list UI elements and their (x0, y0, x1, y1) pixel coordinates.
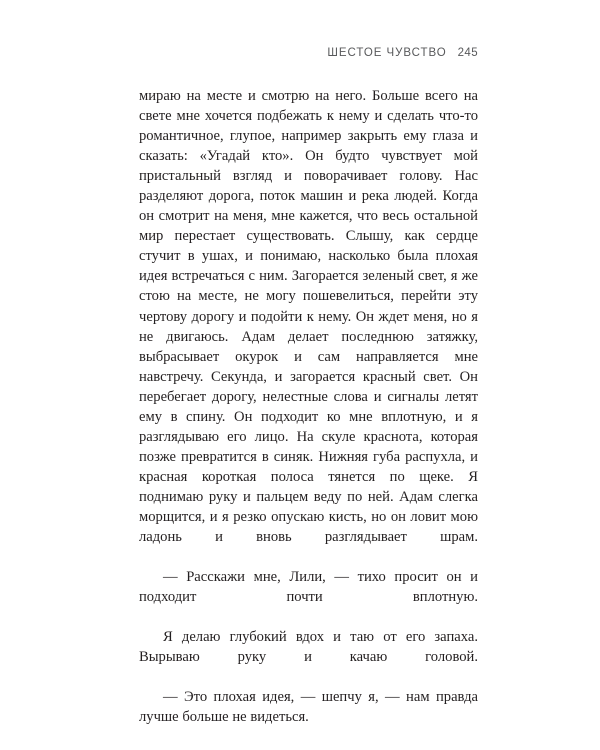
paragraph: мираю на месте и смотрю на него. Больше всего на свете мне хочется подбежать к нему и сделать что-то романтичное, глупое, например закрыть ему глаза и сказать: «Угадай кто». Он будто чувствует мой пристальный взгляд и поворачивает голову. Нас разделяют дорога, поток машин и река людей. Когда он смотрит на меня, мне кажется, что весь остальной мир перестает существовать. Слышу, как сердце стучит в ушах, и понимаю, насколько была плохая идея встречаться с ним. Загорается зеленый свет, я же стою на месте, не могу пошевелиться, перейти эту чертову дорогу и подойти к нему. Он ждет меня, но я не двигаюсь. Адам делает последнюю затяжку, выбрасывает окурок и сам направляется мне навстречу. Секунда, и загорается красный свет. Он перебегает дорогу, нелестные слова и сигналы летят ему в спину. Он подходит ко мне вплотную, и я разглядываю его лицо. На скуле краснота, которая позже превратится в синяк. Нижняя губа распухла, и красная короткая полоса тянется по щеке. Я поднимаю руку и пальцем веду по ней. Адам слегка морщится, и я резко опускаю кисть, но он ловит мою ладонь и вновь разглядывает шрам. (139, 88, 478, 546)
text-block (139, 86, 478, 728)
paragraph: Я делаю глубокий вдох и таю от его запаха. Вырываю руку и качаю головой. (139, 629, 478, 666)
paragraph: — Расскажи мне, Лили, — тихо просит он и подходит почти вплотную. (139, 569, 478, 606)
paragraph: — Это плохая идея, — шепчу я, — нам правда лучше больше не видеться. (139, 689, 478, 726)
running-head-title: ШЕСТОЕ ЧУВСТВО (327, 47, 447, 59)
page-number: 245 (457, 47, 478, 59)
running-head (139, 47, 478, 59)
